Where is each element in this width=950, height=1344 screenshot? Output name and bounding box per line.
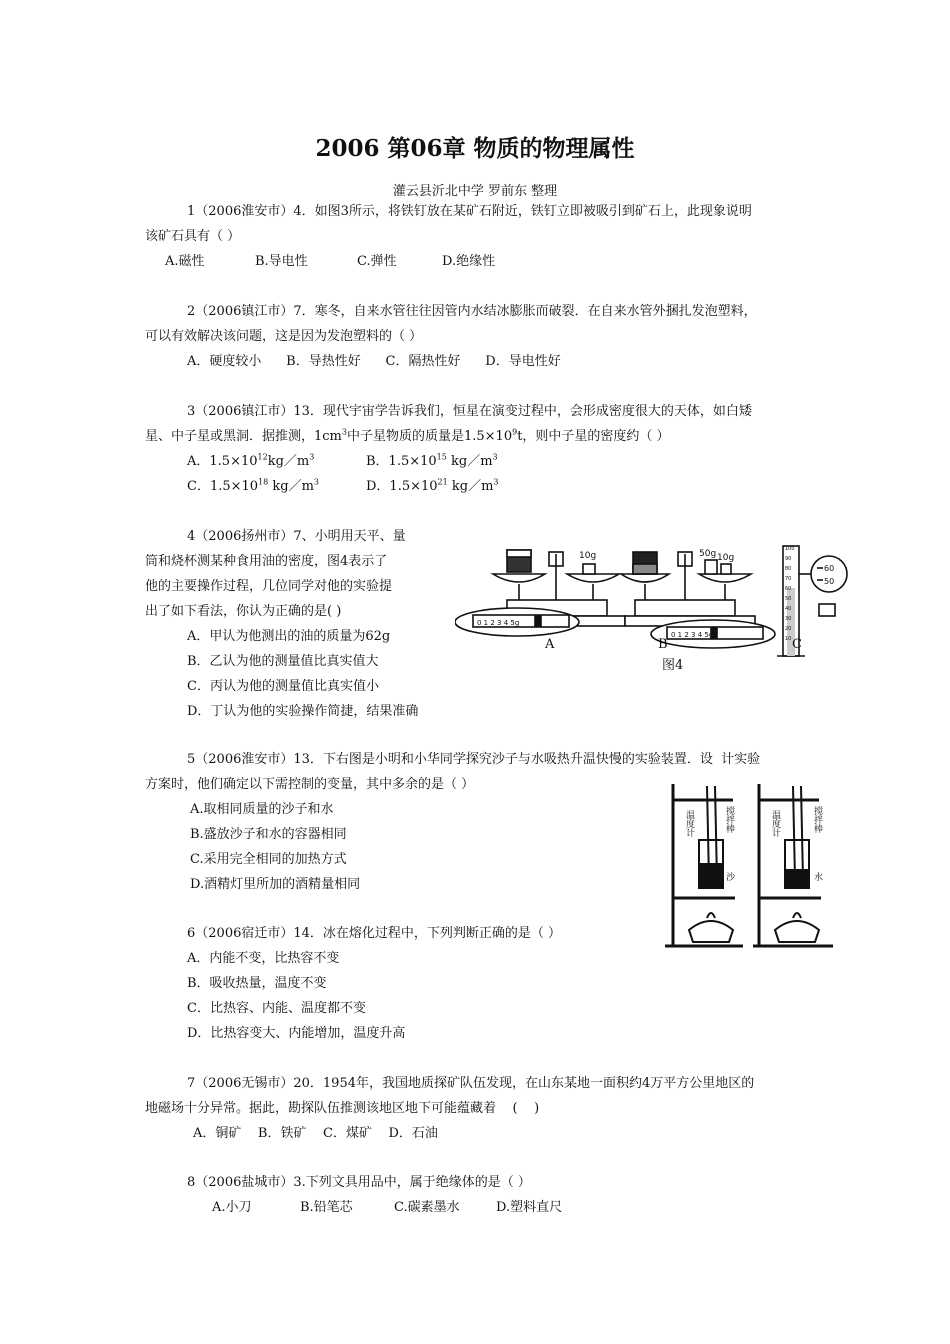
cylinder-tick-label: 10: [785, 636, 792, 642]
q5-option-c: C.采用完全相同的加热方式: [190, 852, 347, 867]
q6-option-a: A．内能不变，比热容不变: [187, 951, 340, 966]
q6-line1: 6（2006宿迁市）14．冰在熔化过程中，下列判断正确的是（ ）: [187, 926, 562, 941]
q8-option-d: D.塑料直尺: [496, 1200, 563, 1215]
q2-line2: 可以有效解决该问题，这是因为发泡塑料的（ ）: [145, 329, 423, 344]
figure-q5-svg: [663, 780, 843, 952]
q3-option-c: [187, 479, 319, 495]
q3-b-post: kg／m: [446, 454, 493, 469]
q3-d-exp: 21: [437, 477, 448, 487]
cylinder-label-60: 60: [824, 564, 835, 573]
q3-d-post: kg／m: [447, 479, 494, 494]
q1-line2: 该矿石具有（ ）: [145, 229, 241, 244]
q4-option-a: A．甲认为他测出的油的质量为62g: [187, 629, 391, 644]
q3-d-pre: D．1.5×10: [366, 479, 438, 494]
q4-line2: 筒和烧杯测某种食用油的密度，图4表示了: [145, 554, 388, 569]
cylinder-tick-label: 30: [785, 616, 792, 622]
figure-4-label-c: C: [792, 637, 802, 652]
small-beaker: [819, 604, 835, 616]
q4-option-b: B．乙认为他的测量值比真实值大: [187, 654, 379, 669]
q3-option-d: [366, 479, 499, 495]
pan-right-a: [567, 574, 619, 582]
scale-ticks-a: 0 1 2 3 4 5g: [477, 619, 520, 627]
cylinder-magnifier: [811, 556, 847, 592]
q1-option-c: C.弹性: [357, 254, 397, 269]
q5-line2: 方案时，他们确定以下需控制的变量，其中多余的是（ ）: [145, 777, 475, 792]
q3-sup9: 9: [512, 427, 518, 437]
q5-line1: 5（2006淮安市）13．下右图是小明和小华同学探究沙子与水吸热升温快慢的实验装置．设 计实验: [187, 752, 761, 767]
q3-a-exp: 12: [257, 452, 268, 462]
cylinder-tick-label: 60: [785, 586, 792, 592]
label-stir-right: 搅拌棒: [812, 806, 822, 833]
pan-left-b: [621, 574, 669, 582]
cylinder-tick-label: 40: [785, 606, 792, 612]
q8-option-c: C.碳素墨水: [394, 1200, 460, 1215]
cylinder-tick-label: 100: [785, 546, 795, 552]
q3-option-a: [187, 454, 314, 470]
q4-line1: 4（2006扬州市）7、小明用天平、量: [187, 529, 406, 544]
figure-4-label-a: A: [545, 637, 555, 652]
q1-option-a: A.磁性: [165, 254, 205, 269]
pan-right-b: [699, 574, 751, 582]
q8-option-a: A.小刀: [212, 1200, 252, 1215]
q2-options: A．硬度较小 B．导热性好 C．隔热性好 D．导电性好: [187, 354, 561, 369]
label-10g-a: 10g: [579, 551, 597, 561]
alcohol-lamp-right: [775, 921, 819, 942]
figure-4-label-b: B: [658, 637, 668, 652]
cylinder-tick-label: 20: [785, 626, 792, 632]
q3-c-post: kg／m: [268, 479, 314, 494]
label-thermometer-right: 温度计: [770, 810, 780, 837]
label-50g: 50g: [699, 549, 717, 559]
q3-sup3: 3: [341, 427, 347, 437]
q4-option-d: D．丁认为他的实验操作简捷，结果准确: [187, 704, 419, 719]
cylinder-tick-label: 80: [785, 566, 792, 572]
q3-a-post: kg／m: [267, 454, 310, 469]
q3-line2a: 星、中子星或黑洞．据推测，1cm: [145, 429, 342, 444]
q3-a-unit-exp: 3: [309, 452, 315, 462]
alcohol-lamp-left: [689, 921, 733, 942]
figure-4-svg: [455, 540, 865, 675]
cylinder-tick-label: 70: [785, 576, 792, 582]
q5-option-a: A.取相同质量的沙子和水: [190, 802, 334, 817]
q3-b-pre: B．1.5×10: [366, 454, 437, 469]
page-subtitle: 灌云县沂北中学 罗前东 整理: [392, 184, 558, 199]
q3-a-pre: A．1.5×10: [187, 454, 258, 469]
label-water: 水: [812, 872, 822, 881]
q6-option-b: B．吸收热量，温度不变: [187, 976, 327, 991]
q5-option-b: B.盛放沙子和水的容器相同: [190, 827, 347, 842]
q6-option-c: C．比热容、内能、温度都不变: [187, 1001, 366, 1016]
scale-ticks-b: 0 1 2 3 4 5g: [671, 631, 714, 639]
cylinder-tick-label: 50: [785, 596, 792, 602]
q4-option-c: C．丙认为他的测量值比真实值小: [187, 679, 379, 694]
q3-c-pre: C．1.5×10: [187, 479, 259, 494]
q3-line1: 3（2006镇江市）13．现代宇宙学告诉我们，恒星在演变过程中，会形成密度很大的天体，如白矮: [187, 404, 752, 419]
label-sand: 沙: [724, 872, 734, 881]
figure-4-caption: 图4: [662, 658, 684, 673]
q3-c-unit-exp: 3: [313, 477, 320, 487]
q3-option-b: [366, 454, 498, 470]
label-stir-left: 搅拌棒: [724, 806, 734, 833]
q4-line3: 他的主要操作过程，几位同学对他的实验提: [145, 579, 393, 594]
q3-line2: [145, 429, 670, 445]
weight-50g: [705, 560, 717, 574]
label-thermometer-left: 温度计: [684, 810, 694, 837]
weight-10g-b: [721, 564, 731, 574]
q3-b-unit-exp: 3: [492, 452, 498, 462]
q8-option-b: B.铅笔芯: [300, 1200, 353, 1215]
q4-line4: 出了如下看法，你认为正确的是( ): [145, 604, 342, 619]
q3-c-exp: 18: [258, 477, 269, 487]
pan-left-a: [493, 574, 545, 582]
figure-4-balance-experiment: [455, 540, 865, 675]
q7-line2: 地磁场十分异常。据此，勘探队伍推测该地区地下可能蕴藏着 ( ): [145, 1101, 540, 1116]
figure-sand-water-heating: [663, 780, 843, 952]
q7-options: A．铜矿 B．铁矿 C．煤矿 D．石油: [193, 1126, 438, 1141]
q3-d-unit-exp: 3: [493, 477, 499, 487]
q5-option-d: D.酒精灯里所加的酒精量相同: [190, 877, 361, 892]
q1-option-b: B.导电性: [255, 254, 308, 269]
label-10g-b: 10g: [717, 553, 735, 563]
weight-a: [583, 564, 595, 574]
q7-line1: 7（2006无锡市）20．1954年，我国地质探矿队伍发现，在山东某地一面积约4万平方公里地区的: [187, 1076, 755, 1091]
page-title: 2006 第06章 物质的物理属性: [315, 135, 635, 162]
q6-option-d: D．比热容变大、内能增加，温度升高: [187, 1026, 406, 1041]
q3-line2c: t，则中子星的密度约（ ）: [517, 429, 670, 444]
cylinder-label-50: 50: [824, 577, 835, 586]
q8-line1: 8（2006盐城市）3.下列文具用品中，属于绝缘体的是（ ）: [187, 1175, 531, 1190]
q3-b-exp: 15: [436, 452, 447, 462]
q2-line1: 2（2006镇江市）7．寒冬，自来水管往往因管内水结冰膨胀而破裂．在自来水管外捆扎发泡塑料，: [187, 304, 757, 319]
q1-option-d: D.绝缘性: [442, 254, 496, 269]
cylinder-tick-label: 90: [785, 556, 792, 562]
q1-line1: 1（2006淮安市）4．如图3所示，将铁钉放在某矿石附近，铁钉立即被吸引到矿石上，此现象说明: [187, 204, 752, 219]
q3-line2b: 中子星物质的质量是1.5×10: [346, 429, 513, 444]
